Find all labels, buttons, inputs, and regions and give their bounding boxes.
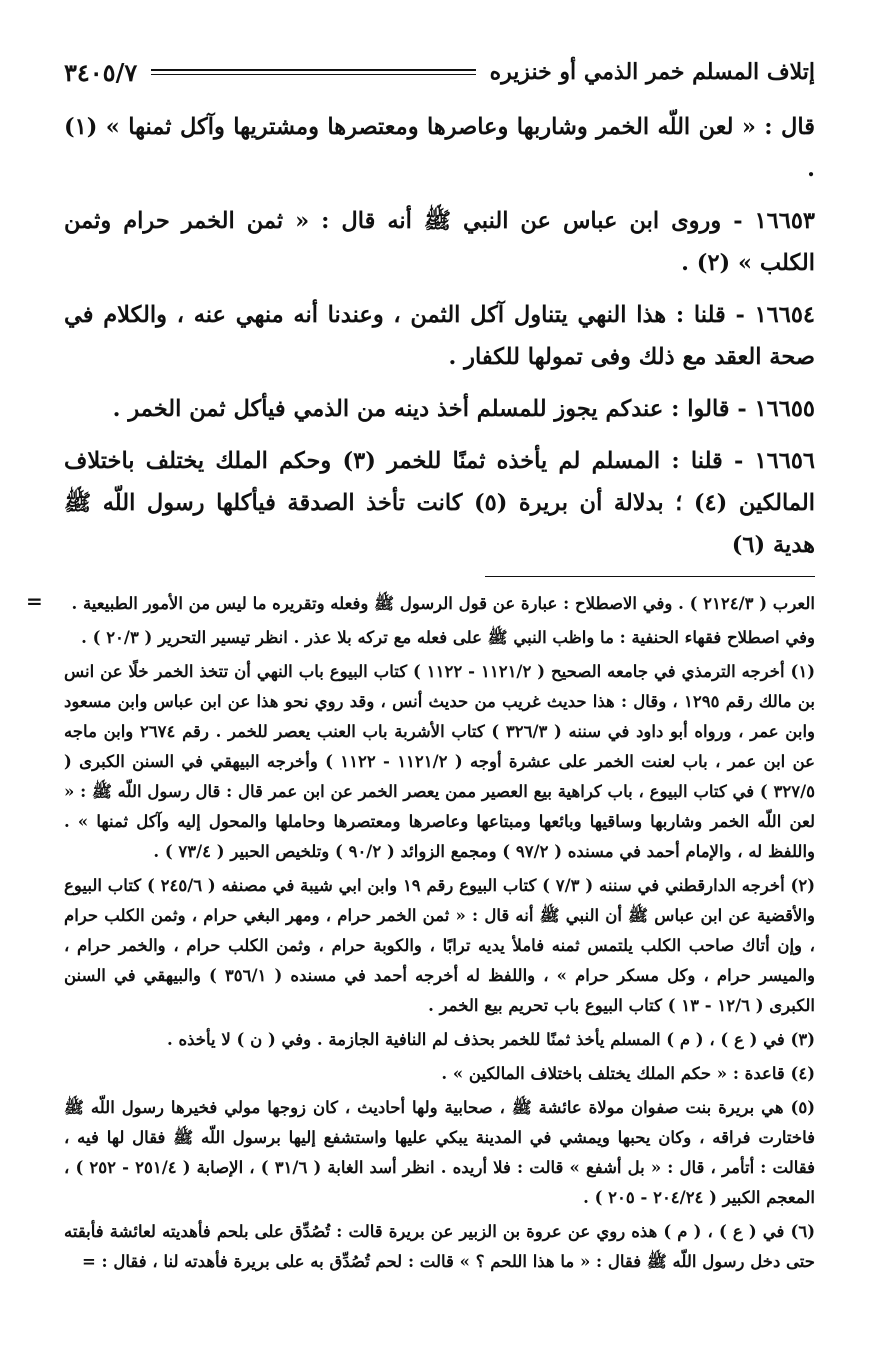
footnote: العرب ( ٢١٢٤/٣ ) . وفي الاصطلاح : عبارة عن قول الرسول ﷺ وفعله وتقريره ما ليس من الأمور الطبيعية . [71,594,815,613]
page-header [64,52,815,92]
main-paragraph: ١٦٦٥٥ - قالوا : عندكم يجوز للمسلم أخذ دينه من الذمي فيأكل ثمن الخمر . [112,396,815,422]
page-number: ٣٤٠٥/٧ [64,57,138,87]
header-rule [151,69,475,75]
footnote: (١) أخرجه الترمذي في جامعه الصحيح ( ١١٢١/٢ - ١١٢٢ ) كتاب البيوع باب النهي أن تتخذ الخمر خلًا عن انس بن مالك رقم ١٢٩٥ ، وقال : هذا حديث غريب من حديث أنس ، وقد روي نحو هذا عن ابن عباس وابن مسعود وابن عمر ، ورواه أبو داود في سننه ( ٣٢٦/٣ ) كتاب الأشربة باب العنب يعصر للخمر . رقم ٢٦٧٤ وابن ماجه عن ابن عمر ، باب لعنت الخمر على عشرة أوجه ( ١١٢١/٢ - ١١٢٢ ) وأخرجه البيهقي في السنن الكبرى ( ٣٢٧/٥ ) في كتاب البيوع ، باب كراهية بيع العصير ممن يعصر الخمر عن ابن عمر قال : قال رسول اللّه ﷺ : « لعن اللّه الخمر وشاربها وساقيها وبائعها ومبتاعها وعاصرها ومعتصرها وحاملها والمحول إليه وآكل ثمنها » . واللفظ له ، والإمام أحمد في مسنده ( ٩٧/٢ ) ومجمع الزوائد ( ٩٠/٢ ) وتلخيص الحبير ( ٧٣/٤ ) . [64,662,815,861]
main-paragraph: ١٦٦٥٦ - قلنا : المسلم لم يأخذه ثمنًا للخمر (٣) وحكم الملك يختلف باختلاف المالكين (٤) ؛ بدلالة أن بريرة (٥) كانت تأخذ الصدقة فيأكلها رسول اللّه ﷺ هدية (٦) [64,448,815,558]
footnote: (٥) هي بريرة بنت صفوان مولاة عائشة ﷺ ، صحابية ولها أحاديث ، كان زوجها مولي فخيرها رسول اللّه ﷺ فاختارت فراقه ، وكان يحبها ويمشي في المدينة يبكي عليها واستشفع إليها برسول اللّه ﷺ فقال لها فيه ، فقالت : أتأمر ، قال : « بل أشفع » قالت : فلا أريده . انظر أسد الغابة ( ٣١/٦ ) ، الإصابة ( ٢٥١/٤ - ٢٥٢ ) ، المعجم الكبير ( ٢٠٤/٢٤ - ٢٠٥ ) . [64,1098,816,1207]
footnote: (٢) أخرجه الدارقطني في سننه ( ٧/٣ ) كتاب البيوع رقم ١٩ وابن ابي شيبة في مصنفه ( ٢٤٥/٦ ) كتاب البيوع والأقضية عن ابن عباس ﷺ أن النبي ﷺ أنه قال : « ثمن الخمر حرام ، ومهر البغي حرام ، وثمن الكلب حرام ، وإن أتاك صاحب الكلب يلتمس ثمنه فاملأ يديه ترابًا ، والكوبة حرام ، وثمن الكلب حرام ، والخمر حرام ، والميسر حرام ، وكل مسكر حرام » ، واللفظ له أخرجه أحمد في مسنده ( ٣٥٦/١ ) والبيهقي في السنن الكبرى ( ١٢/٦ - ١٣ ) كتاب البيوع باب تحريم بيع الخمر . [64,876,816,1015]
continuation-mark: = [26,589,43,613]
main-paragraph: ١٦٦٥٣ - وروى ابن عباس عن النبي ﷺ أنه قال : « ثمن الخمر حرام وثمن الكلب » (٢) . [64,208,815,276]
footnote: (٤) قاعدة : « حكم الملك يختلف باختلاف المالكين » . [441,1064,815,1083]
main-text [64,106,815,566]
running-title: إتلاف المسلم خمر الذمي أو خنزيره [489,59,815,85]
footnote: وفي اصطلاح فقهاء الحنفية : ما واظب النبي ﷺ على فعله مع تركه بلا عذر . انظر تيسير التحرير ( ٢٠/٣ ) . [81,628,815,647]
footnote: (٦) في ( ع ) ، ( م ) هذه روي عن عروة بن الزبير عن بريرة قالت : تُصُدِّق على بلحم فأهديته لعائشة فأبقته حتى دخل رسول اللّه ﷺ فقال : « ما هذا اللحم ؟ » قالت : لحم تُصُدِّق به على بريرة فأهدته لنا ، فقال : = [64,1222,815,1271]
main-paragraph: قال : « لعن اللّه الخمر وشاربها وعاصرها ومعتصرها ومشتريها وآكل ثمنها » (١) . [64,114,815,182]
footnote: (٣) في ( ع ) ، ( م ) المسلم يأخذ ثمنًا للخمر بحذف لم النافية الجازمة . وفي ( ن ) لا يأخذه . [167,1030,815,1049]
footnotes [26,589,816,1277]
footnote-divider [485,576,815,577]
main-paragraph: ١٦٦٥٤ - قلنا : هذا النهي يتناول آكل الثمن ، وعندنا أنه منهي عنه ، والكلام في صحة العقد مع ذلك وفى تمولها للكفار . [64,302,815,370]
